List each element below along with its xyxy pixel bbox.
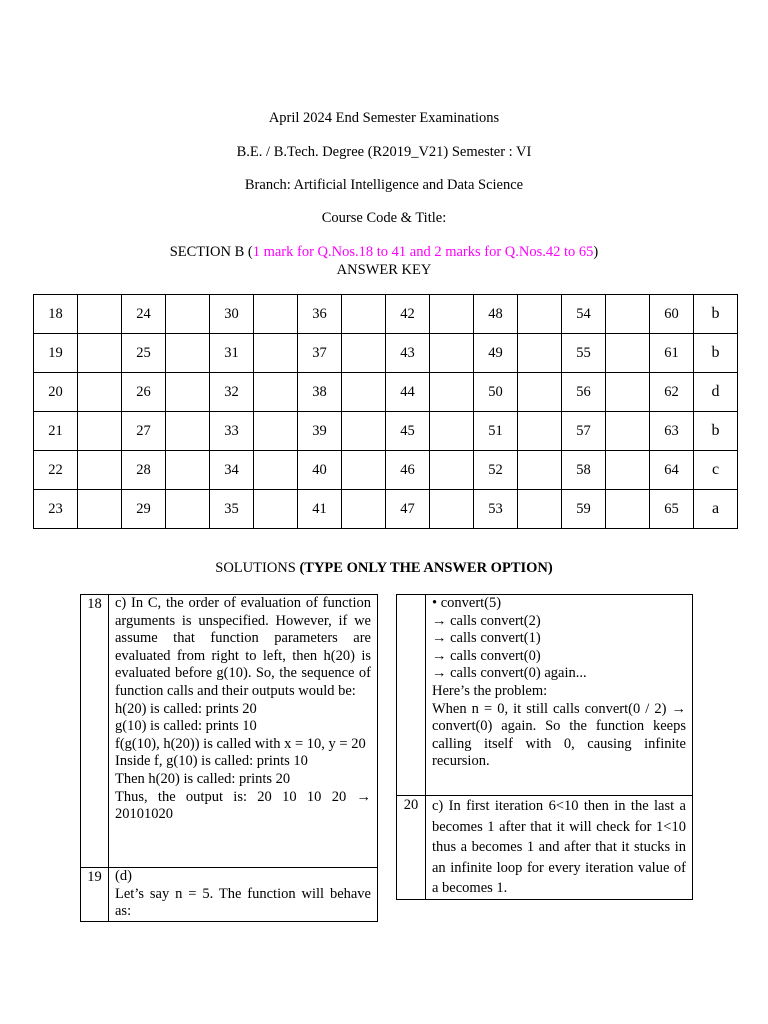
solution-row-19-continued — [397, 595, 693, 796]
solution-row-19 — [81, 868, 378, 922]
answer-option-cell — [606, 295, 650, 334]
question-number-cell: 57 — [562, 412, 606, 451]
question-number-cell: 18 — [34, 295, 78, 334]
solution-line: g(10) is called: prints 10 — [115, 718, 257, 735]
answer-option-cell — [606, 490, 650, 529]
solutions-title — [0, 560, 768, 577]
question-number-cell: 39 — [298, 412, 342, 451]
exam-title: April 2024 End Semester Examinations — [268, 110, 500, 126]
answer-option-cell — [166, 412, 210, 451]
question-number-cell: 24 — [122, 295, 166, 334]
answer-option-cell — [606, 373, 650, 412]
solution-text — [109, 595, 378, 868]
course-line: Course Code & Title: — [321, 210, 447, 226]
answer-option-cell: b — [694, 412, 738, 451]
question-number-cell: 60 — [650, 295, 694, 334]
question-number-cell: 50 — [474, 373, 518, 412]
answer-option-cell — [78, 412, 122, 451]
section-marks: 1 mark for Q.Nos.18 to 41 and 2 marks for Q.Nos.42 to 65 — [252, 244, 594, 260]
answer-option-cell — [430, 451, 474, 490]
answer-option-cell — [342, 451, 386, 490]
question-number-cell: 41 — [298, 490, 342, 529]
answer-option-cell — [254, 334, 298, 373]
answer-option-cell: a — [694, 490, 738, 529]
solution-line: → calls convert(0) — [432, 647, 541, 664]
question-number-cell: 20 — [34, 373, 78, 412]
question-number-cell: 65 — [650, 490, 694, 529]
answer-option-cell: b — [694, 334, 738, 373]
answer-option-cell — [606, 334, 650, 373]
solution-text — [109, 868, 378, 922]
solution-line: Here’s the problem: — [432, 682, 548, 699]
solution-text — [426, 595, 693, 796]
question-number-cell: 48 — [474, 295, 518, 334]
answer-key-row — [34, 295, 738, 334]
question-number-cell: 45 — [386, 412, 430, 451]
question-number-cell: 62 — [650, 373, 694, 412]
answer-option-cell — [166, 373, 210, 412]
question-number-cell: 63 — [650, 412, 694, 451]
answer-option-cell — [430, 334, 474, 373]
answer-option-cell — [518, 490, 562, 529]
solution-paragraph: c) In C, the order of evaluation of function arguments is unspecified. However, if we assume that function parameters are evaluated from right to left, then h(20) is evaluated before g(10). So, the sequence of function calls and their outputs would be: — [115, 595, 371, 699]
question-number-cell: 44 — [386, 373, 430, 412]
solution-line: → calls convert(2) — [432, 612, 541, 629]
section-suffix: ) — [593, 244, 599, 260]
solution-line: → calls convert(0) again... — [432, 665, 587, 682]
question-number-cell: 51 — [474, 412, 518, 451]
answer-key-table — [33, 294, 738, 529]
answer-option-cell — [430, 373, 474, 412]
solution-line: Thus, the output is: 20 10 10 20 → 20101020 — [115, 788, 371, 823]
question-number-cell: 19 — [34, 334, 78, 373]
solutions-table-left — [80, 594, 378, 922]
question-number-cell: 49 — [474, 334, 518, 373]
question-number-cell: 59 — [562, 490, 606, 529]
question-number-cell: 58 — [562, 451, 606, 490]
question-number-cell: 33 — [210, 412, 254, 451]
solution-text — [426, 796, 693, 900]
answer-option-cell — [606, 451, 650, 490]
question-number-cell: 52 — [474, 451, 518, 490]
answer-option-cell — [78, 451, 122, 490]
question-number-cell: 55 — [562, 334, 606, 373]
answer-option-cell: b — [694, 295, 738, 334]
question-number-cell: 56 — [562, 373, 606, 412]
solution-row-20 — [397, 796, 693, 900]
answer-option-cell — [518, 451, 562, 490]
question-number-cell: 35 — [210, 490, 254, 529]
answer-option-cell — [342, 334, 386, 373]
answer-option-cell — [430, 412, 474, 451]
answer-option-cell — [342, 373, 386, 412]
solution-row-18 — [81, 595, 378, 868]
answer-option-cell — [78, 490, 122, 529]
question-number-cell: 30 — [210, 295, 254, 334]
section-line — [0, 243, 768, 261]
question-number-cell: 43 — [386, 334, 430, 373]
answer-option-cell — [518, 295, 562, 334]
question-number-cell: 36 — [298, 295, 342, 334]
answer-option-cell — [254, 412, 298, 451]
solutions-title-plain: SOLUTIONS — [215, 560, 300, 576]
answer-option-cell — [254, 373, 298, 412]
answer-option-cell — [254, 295, 298, 334]
solution-line: • convert(5) — [432, 595, 502, 611]
answer-option-cell — [430, 490, 474, 529]
answer-option-cell — [518, 373, 562, 412]
solution-paragraph: c) In first iteration 6<10 then in the last a becomes 1 after that it will check for 1<10 thus a becomes 1 and after that it stucks in an infinite loop for every iteration value of a becomes 1. — [432, 798, 686, 896]
answer-option-cell — [342, 295, 386, 334]
question-number-cell: 37 — [298, 334, 342, 373]
solution-line: Inside f, g(10) is called: prints 10 — [115, 753, 308, 770]
answer-option-cell — [78, 295, 122, 334]
answer-key-row — [34, 334, 738, 373]
question-number-cell: 38 — [298, 373, 342, 412]
answer-option-cell — [78, 334, 122, 373]
answer-key-row — [34, 373, 738, 412]
solution-line: → calls convert(1) — [432, 630, 541, 647]
answer-option-cell — [342, 490, 386, 529]
solution-line: f(g(10), h(20)) is called with x = 10, y = 20 — [115, 735, 366, 752]
question-number-cell: 32 — [210, 373, 254, 412]
question-number-cell: 47 — [386, 490, 430, 529]
question-number-cell: 22 — [34, 451, 78, 490]
question-number-cell: 64 — [650, 451, 694, 490]
solution-line: When n = 0, it still calls convert(0 / 2) → convert(0) again. So the function keeps calling itself with 0, causing infinite recursion. — [432, 700, 686, 770]
question-number-cell: 53 — [474, 490, 518, 529]
answer-option-cell — [518, 334, 562, 373]
degree-line: B.E. / B.Tech. Degree (R2019_V21) Semester : VI — [236, 144, 532, 160]
question-number-cell: 29 — [122, 490, 166, 529]
question-number-cell: 21 — [34, 412, 78, 451]
answer-option-cell — [254, 490, 298, 529]
question-number-cell: 42 — [386, 295, 430, 334]
question-number-cell: 61 — [650, 334, 694, 373]
answer-option-cell — [166, 490, 210, 529]
answer-option-cell — [166, 295, 210, 334]
answer-option-cell — [254, 451, 298, 490]
solution-line: Let’s say n = 5. The function will behave as: — [115, 885, 371, 920]
branch-line: Branch: Artificial Intelligence and Data Science — [244, 177, 524, 193]
answer-option-cell: d — [694, 373, 738, 412]
answer-key-row — [34, 412, 738, 451]
question-number-cell: 23 — [34, 490, 78, 529]
answer-option-cell — [606, 412, 650, 451]
solution-line: (d) — [115, 868, 132, 884]
solution-number: 18 — [81, 595, 109, 868]
question-number-cell: 40 — [298, 451, 342, 490]
question-number-cell: 25 — [122, 334, 166, 373]
answer-option-cell — [78, 373, 122, 412]
answer-key-row — [34, 490, 738, 529]
question-number-cell: 31 — [210, 334, 254, 373]
answer-key-row — [34, 451, 738, 490]
question-number-cell: 46 — [386, 451, 430, 490]
answer-option-cell: c — [694, 451, 738, 490]
solutions-table-right — [396, 594, 693, 900]
question-number-cell: 34 — [210, 451, 254, 490]
answer-option-cell — [166, 334, 210, 373]
answer-option-cell — [342, 412, 386, 451]
answer-option-cell — [518, 412, 562, 451]
solution-line: h(20) is called: prints 20 — [115, 700, 257, 717]
question-number-cell: 27 — [122, 412, 166, 451]
answer-option-cell — [166, 451, 210, 490]
solution-line: Then h(20) is called: prints 20 — [115, 770, 291, 787]
section-prefix: SECTION B ( — [169, 244, 253, 260]
answer-option-cell — [430, 295, 474, 334]
solutions-title-bold: (TYPE ONLY THE ANSWER OPTION) — [299, 560, 553, 576]
question-number-cell: 28 — [122, 451, 166, 490]
solution-number: 19 — [81, 868, 109, 922]
question-number-cell: 54 — [562, 295, 606, 334]
solution-number: 20 — [397, 796, 426, 900]
answer-key-title: ANSWER KEY — [336, 262, 432, 278]
question-number-cell: 26 — [122, 373, 166, 412]
